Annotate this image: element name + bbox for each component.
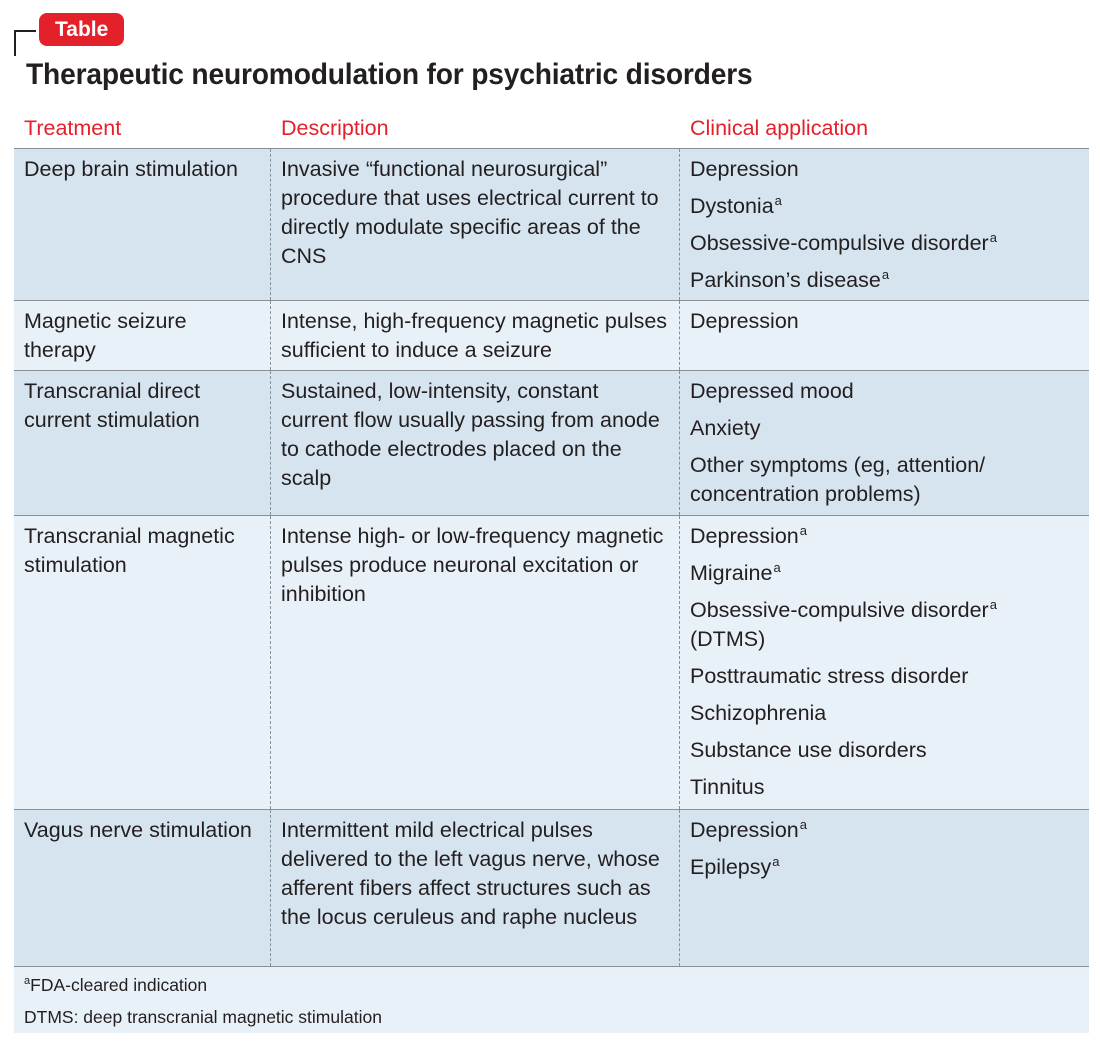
application-item: Depression$^a$ (690, 816, 807, 842)
application-item: Posttraumatic stress disorder (690, 664, 969, 688)
treatment-cell: Transcranial magnetic stimulation (14, 516, 271, 809)
table-row (14, 300, 1089, 370)
application-item: Parkinson’s disease$^a$ (690, 266, 890, 292)
table-header (14, 112, 1089, 148)
footnote-marker: a (989, 229, 997, 245)
application-cell (680, 810, 1089, 966)
description-cell: Intermittent mild electrical pulses delivered to the left vagus nerve, whose afferent fibers affect structures such as the locus ceruleus and raphe nucleus (271, 810, 680, 966)
table-footnotes (14, 966, 1089, 1033)
table-row (14, 515, 1089, 809)
application-item: Obsessive-compulsive disorder$^a$ (690, 229, 997, 255)
application-item: Migraine$^a$ (690, 559, 781, 585)
description-cell: Invasive “functional neurosurgical” procedure that uses electrical current to directly modulate specific areas of the CNS (271, 149, 680, 300)
footnote-marker: a (799, 522, 807, 538)
application-cell (680, 149, 1089, 300)
footnote-marker: a (881, 266, 890, 282)
application-item: Epilepsy$^a$ (690, 853, 780, 879)
table-row (14, 370, 1089, 515)
treatment-cell: Magnetic seizure therapy (14, 301, 271, 370)
application-item: Depression (690, 309, 799, 333)
application-item: Tinnitus (690, 775, 765, 799)
application-item: Other symptoms (eg, attention/ concentration problems) (690, 453, 986, 506)
application-cell (680, 301, 1089, 370)
corner-bracket (14, 30, 36, 56)
footnote-marker: a (989, 596, 997, 612)
application-item: Substance use disorders (690, 738, 927, 762)
treatment-cell: Transcranial direct current stimulation (14, 371, 271, 515)
application-item: Anxiety (690, 416, 761, 440)
description-cell: Sustained, low-intensity, constant current flow usually passing from anode to cathode electrodes placed on the scalp (271, 371, 680, 515)
header-treatment: Treatment (24, 116, 122, 140)
application-item: Depression (690, 157, 799, 181)
application-cell (680, 371, 1089, 515)
treatment-cell: Deep brain stimulation (14, 149, 271, 300)
application-item: Depression$^a$ (690, 522, 807, 548)
table-tag: Table (39, 13, 124, 46)
treatment-cell: Vagus nerve stimulation (14, 810, 271, 966)
footnote-marker: a (24, 975, 31, 988)
footnote-fda: $^a$FDA-cleared indication (24, 975, 208, 995)
neuromodulation-table (14, 112, 1089, 966)
footnote-marker: a (774, 192, 782, 208)
footnote-marker: a (799, 816, 807, 832)
application-item: Schizophrenia (690, 701, 827, 725)
footnote-marker: a (772, 853, 780, 869)
footnote-dtms: DTMS: deep transcranial magnetic stimulation (24, 1007, 382, 1027)
description-cell: Intense, high-frequency magnetic pulses sufficient to induce a seizure (271, 301, 680, 370)
application-cell (680, 516, 1089, 809)
description-cell: Intense high- or low-frequency magnetic pulses produce neuronal excitation or inhibition (271, 516, 680, 809)
footnote-marker: a (773, 559, 781, 575)
application-item: Depressed mood (690, 379, 854, 403)
table-row (14, 809, 1089, 966)
header-clinical-application: Clinical application (690, 116, 869, 140)
header-description: Description (281, 116, 389, 140)
page-title: Therapeutic neuromodulation for psychiatric disorders (26, 58, 753, 91)
table-row (14, 148, 1089, 300)
application-item: Obsessive-compulsive disorder$^a$ (DTMS) (690, 596, 997, 651)
application-item: Dystonia$^a$ (690, 192, 782, 218)
